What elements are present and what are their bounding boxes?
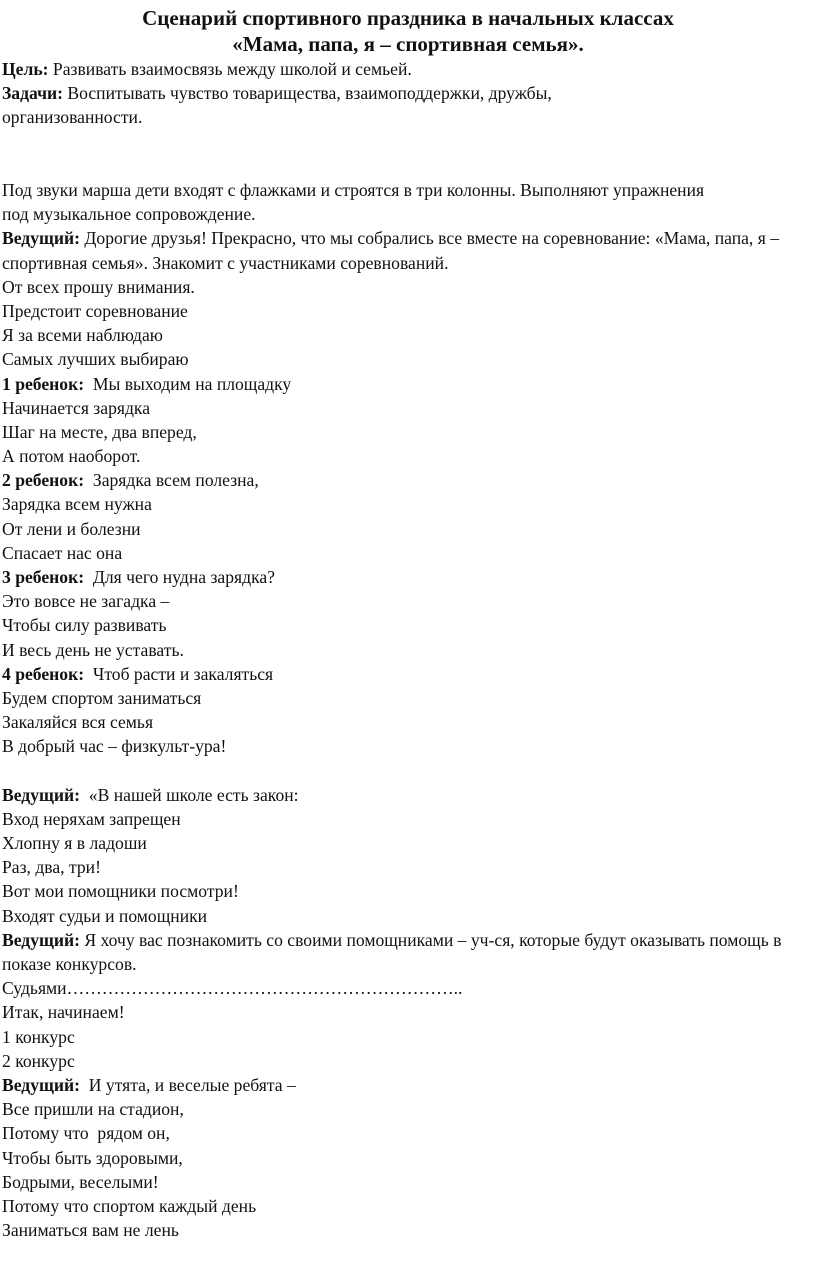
child3-label: 3 ребенок:: [2, 567, 85, 588]
child3-text: Для чего нудна зарядка?: [84, 567, 275, 588]
verse-line: Спасает нас она: [2, 542, 123, 563]
verse-line: От всех прошу внимания.: [2, 276, 195, 297]
verse-line: Зарядка всем нужна: [2, 494, 152, 515]
judges-line: Судьями…………………………………………………………..: [2, 978, 463, 999]
title-line-2: «Мама, папа, я – спортивная семья».: [232, 32, 584, 56]
title-block: [0, 5, 816, 57]
spacer: [2, 130, 802, 154]
verse-line: Все пришли на стадион,: [2, 1099, 184, 1120]
verse-line: Я за всеми наблюдаю: [2, 325, 163, 346]
document-body: [2, 57, 802, 1242]
child1-speech: [2, 372, 802, 396]
intro-line-1: Под звуки марша дети входят с флажками и строятся в три колонны. Выполняют упражнения: [2, 179, 705, 200]
host1-speech: [2, 226, 792, 274]
verse-line: Чтобы силу развивать: [2, 615, 167, 636]
spacer: [2, 759, 802, 783]
host4-label: Ведущий:: [2, 1074, 80, 1095]
verse-line: Раз, два, три!: [2, 857, 101, 878]
host2-speech: [2, 783, 802, 807]
verse-line: Потому что рядом он,: [2, 1123, 170, 1144]
child2-text: Зарядка всем полезна,: [84, 470, 259, 491]
host4-text: И утята, и веселые ребята –: [80, 1074, 296, 1095]
title-line-1: Сценарий спортивного праздника в начальных классах: [142, 6, 674, 30]
verse-line: Вход неряхам запрещен: [2, 808, 181, 829]
child1-label: 1 ребенок:: [2, 373, 85, 394]
verse-line: Заниматься вам не лень: [2, 1220, 179, 1241]
goal-line: [2, 57, 802, 81]
verse-line: Будем спортом заниматься: [2, 687, 202, 708]
child1-text: Мы выходим на площадку: [84, 373, 292, 394]
verse-line: Итак, начинаем!: [2, 1002, 125, 1023]
child4-text: Чтоб расти и закаляться: [84, 663, 274, 684]
host3-label: Ведущий:: [2, 929, 80, 950]
tasks-line: [2, 81, 672, 129]
contest-line: 1 конкурс: [2, 1026, 75, 1047]
host2-label: Ведущий:: [2, 784, 80, 805]
child4-speech: [2, 662, 802, 686]
child3-speech: [2, 565, 802, 589]
child2-label: 2 ребенок:: [2, 470, 85, 491]
verse-line: А потом наоборот.: [2, 446, 141, 467]
child2-speech: [2, 468, 802, 492]
verse-line: Закаляйся вся семья: [2, 712, 154, 733]
verse-line: Это вовсе не загадка –: [2, 591, 170, 612]
verse-line: Чтобы быть здоровыми,: [2, 1147, 183, 1168]
intro-line-2: под музыкальное сопровождение.: [2, 204, 256, 225]
verse-line: В добрый час – физкульт-ура!: [2, 736, 227, 757]
tasks-label: Задачи:: [2, 83, 63, 104]
host3-text: Я хочу вас познакомить со своими помощниками – уч-ся, которые будут оказывать помощь в показе конкурсов.: [2, 929, 782, 975]
host3-speech: [2, 928, 792, 976]
verse-line: И весь день не уставать.: [2, 639, 184, 660]
spacer: [2, 154, 802, 178]
verse-line: Хлопну я в ладоши: [2, 833, 147, 854]
verse-line: Потому что спортом каждый день: [2, 1195, 257, 1216]
verse-line: Предстоит соревнование: [2, 300, 188, 321]
goal-label: Цель:: [2, 59, 49, 79]
host1-text: Дорогие друзья! Прекрасно, что мы собрались все вместе на соревнование: «Мама, папа, я – спортивная семья». Знакомит с участниками соревнований.: [2, 228, 780, 273]
verse-line: Самых лучших выбираю: [2, 349, 189, 370]
host2-text: «В нашей школе есть закон:: [80, 784, 299, 805]
child4-label: 4 ребенок:: [2, 663, 85, 684]
verse-line: Входят судьи и помощники: [2, 905, 208, 926]
verse-line: Начинается зарядка: [2, 397, 151, 418]
host1-label: Ведущий:: [2, 228, 80, 249]
verse-line: От лени и болезни: [2, 518, 141, 539]
host4-speech: [2, 1073, 802, 1097]
contest-line: 2 конкурс: [2, 1050, 75, 1071]
verse-line: Вот мои помощники посмотри!: [2, 881, 239, 902]
goal-text: Развивать взаимосвязь между школой и семьей.: [48, 59, 412, 79]
tasks-text: Воспитывать чувство товарищества, взаимоподдержки, дружбы, организованности.: [2, 83, 552, 128]
verse-line: Шаг на месте, два вперед,: [2, 421, 197, 442]
verse-line: Бодрыми, веселыми!: [2, 1171, 159, 1192]
